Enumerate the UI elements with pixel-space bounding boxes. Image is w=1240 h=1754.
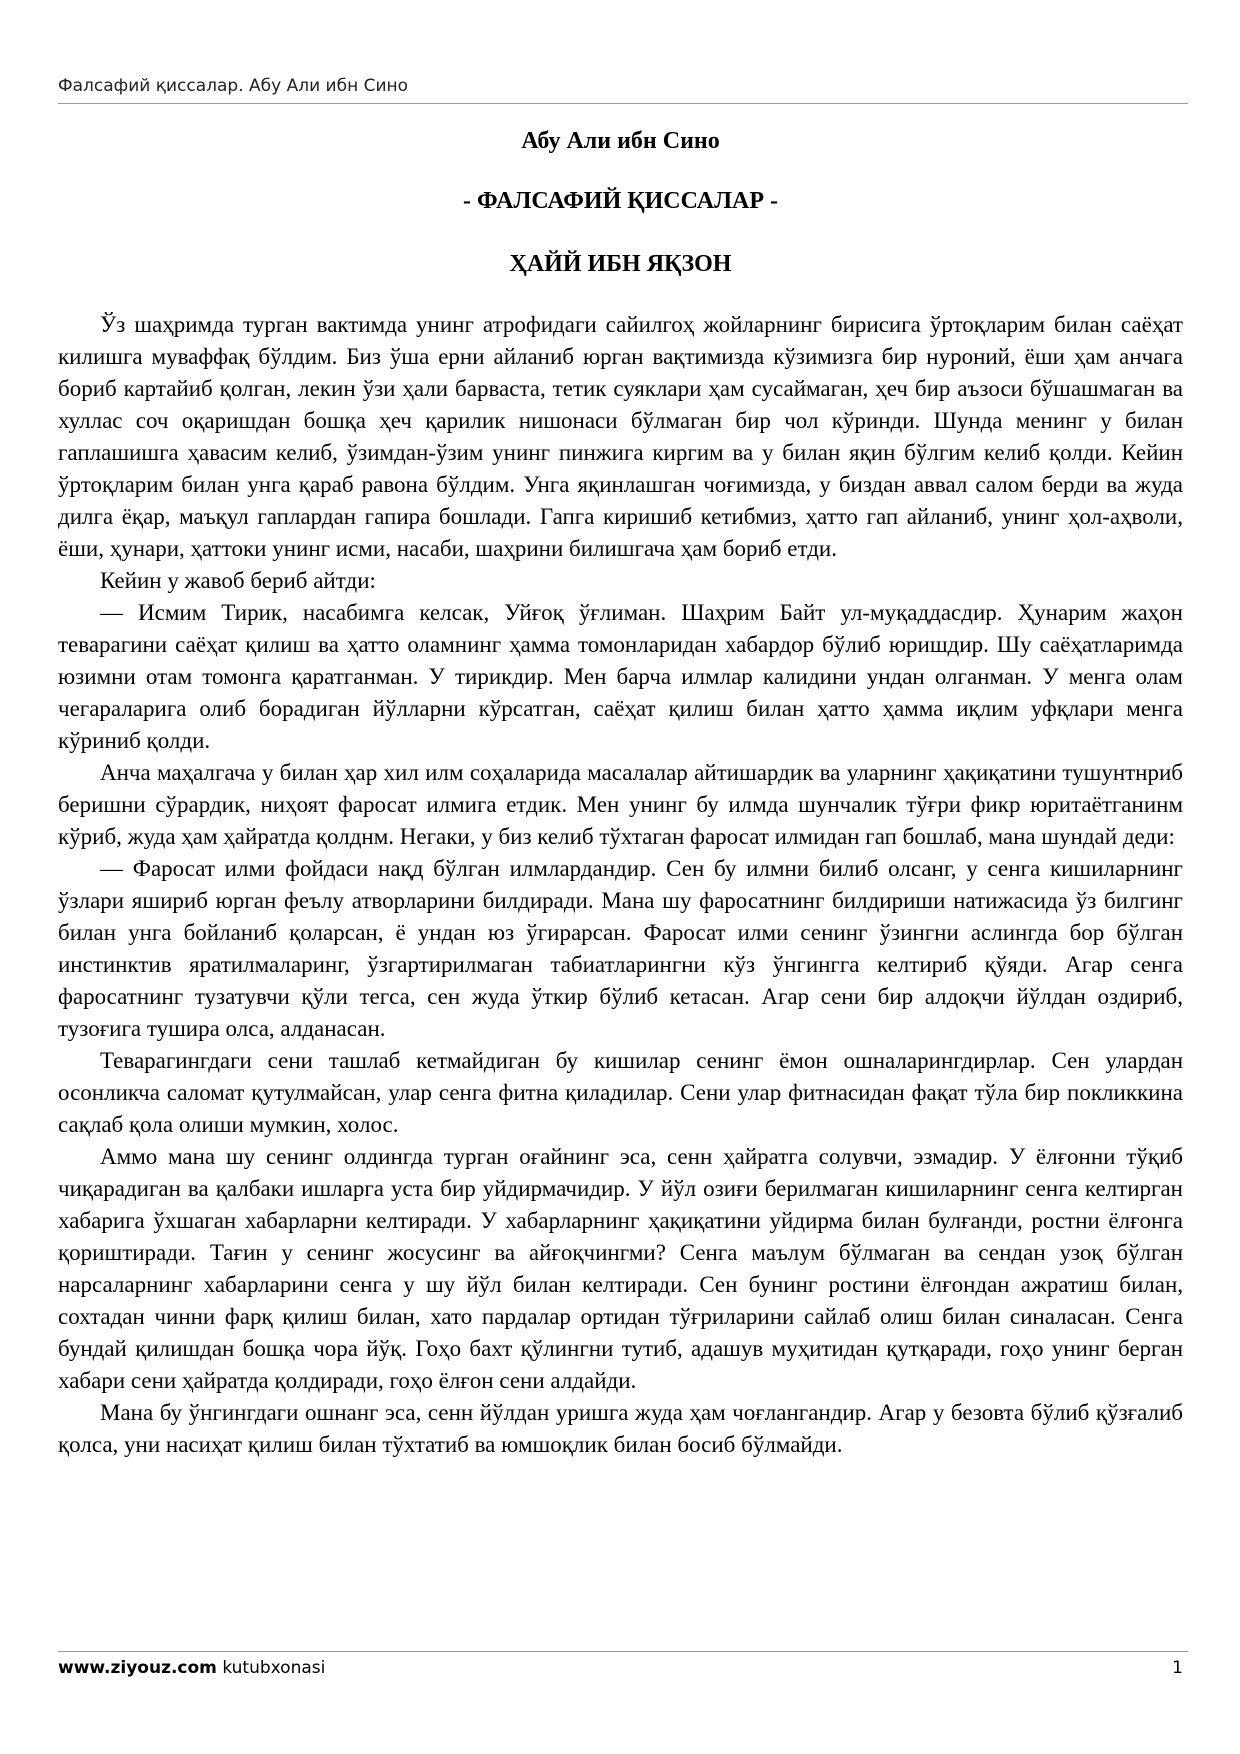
paragraph: Ўз шаҳримда турган вактимда унинг атрофидаги сайилгоҳ жойларнинг бирисига ўртоқларим билан саёҳат килишга муваффақ бўлдим. Биз ўша ерни айланиб юрган вақтимизда кўзимизга бир нуроний, ёши ҳам анчага бориб картайиб қолган, лекин ўзи ҳали барваста, тетик суяклари ҳам сусаймаган, ҳеч бир аъзоси бўшашмаган ва хуллас соч оқаришдан бошқа ҳеч қарилик нишонаси бўлмаган бир чол кўринди. Шунда менинг у билан гаплашишга ҳавасим келиб, ўзимдан-ўзим унинг пинжига киргим ва у билан яқин бўлгим келиб қолди. Кейин ўртоқларим билан унга қараб равона бўлдим. Унга яқинлашган чоғимизда, у биздан аввал салом берди ва жуда дилга ёқар, маъқул гаплардан гапира бошлади. Гапга киришиб кетибмиз, ҳатто гап айланиб, унинг ҳол-аҳволи, ёши, ҳунари, ҳаттоки унинг исми, насаби, шаҳрини билишгача ҳам бориб етди. [58,312,1183,561]
header-divider [58,103,1188,104]
footer-site-link[interactable]: www.ziyouz.com [58,1658,217,1678]
paragraph: — Фаросат илми фойдаси нақд бўлган илмлардандир. Сен бу илмни билиб олсанг, у сенга кишиларнинг ўзлари яшириб юрган феълу атворларини билдиради. Мана шу фаросатнинг билдириши натижасида ўз билгинг билан унга бойланиб қоларсан, ё ундан юз ўгирарсан. Фаросат илми сенинг ўзингни аслингда бор бўлган инстинктив яратилмаларинг, ўзгартирилмаган табиатларингни кўз ўнгингга келтириб қўяди. Агар сенга фаросатнинг тузатувчи қўли тегса, сен жуда ўткир бўлиб кетасан. Агар сени бир алдоқчи йўлдан оздириб, тузоғига тушира олса, алданасан. [58,856,1183,1041]
body-text [58,309,1183,1461]
series-heading: - ФАЛСАФИЙ ҚИССАЛАР - [463,188,778,214]
running-header: Фалсафий қиссалар. Абу Али ибн Сино [58,76,409,96]
paragraph: — Исмим Тирик, насабимга келсак, Уйғоқ ўғлиман. Шаҳрим Байт ул-муқаддасдир. Ҳунарим жаҳон теварагини саёҳат қилиш ва ҳатто оламнинг ҳамма томонларидан хабардор бўлиб юришдир. Шу саёҳатларимда юзимни отам томонга қаратганман. У тирикдир. Мен барча илмлар калидини ундан олганман. У менга олам чегараларига олиб борадиган йўлларни кўрсатган, саёҳат қилиш билан ҳатто ҳамма иқлим уфқлари менга кўриниб қолди. [58,600,1183,753]
paragraph: Мана бу ўнгингдаги ошнанг эса, сенн йўлдан уришга жуда ҳам чоғлангандир. Агар у безовта бўлиб қўзғалиб қолса, уни насиҳат қилиш билан тўхтатиб ва юмшоқлик билан босиб бўлмайди. [58,1400,1183,1457]
paragraph: Теварагингдаги сени ташлаб кетмайдиган бу кишилар сенинг ёмон ошналарингдирлар. Сен улардан осонликча саломат қутулмайсан, улар сенга фитна қиладилар. Сени улар фитнасидан фақат тўла бир покликкина сақлаб қола олиши мумкин, холос. [58,1048,1183,1137]
footer-library-label: kutubxonasi [222,1658,326,1678]
page-number: 1 [1172,1658,1183,1678]
page-footer [58,1658,1183,1678]
paragraph: Аммо мана шу сенинг олдингда турган оғайнинг эса, сенн ҳайратга солувчи, эзмадир. У ёлғонни тўқиб чиқарадиган ва қалбаки ишларга уста бир уйдирмачидир. У йўл озиғи берилмаган кишиларнинг сенга келтирган хабарига ўхшаган хабарларни келтиради. У хабарларнинг ҳақиқатини уйдирма билан булғанди, ростни ёлғонга қориштиради. Тағин у сенинг жосусинг ва айғоқчингми? Сенга маълум бўлмаган ва сендан узоқ бўлган нарсаларнинг хабарларини сенга у шу йўл билан келтиради. Сен бунинг ростини ёлғондан ажратиш билан, сохтадан чинни фарқ қилиш билан, хато пардалар ортидан тўғриларини сайлаб олиш билан синаласан. Сенга бундай қилишдан бошқа чора йўқ. Гоҳо бахт қўлингни тутиб, адашув муҳитидан қутқаради, гоҳо унинг берган хабари сени ҳайратда қолдиради, гоҳо ёлғон сени алдайди. [58,1144,1183,1393]
author-heading: Абу Али ибн Сино [521,128,720,154]
story-title: ҲАЙЙ ИБН ЯҚЗОН [509,251,732,277]
paragraph: Анча маҳалгача у билан ҳар хил илм соҳаларида масалалар айтишардик ва уларнинг ҳақиқатини тушунтнриб беришни сўрардик, ниҳоят фаросат илмига етдик. Мен унинг бу илмда шунчалик тўғри фикр юритаётганинм кўриб, жуда ҳам ҳайратда қолднм. Негаки, у биз келиб тўхтаган фаросат илмидан гап бошлаб, мана шундай деди: [58,760,1183,849]
footer-divider [58,1651,1188,1652]
paragraph: Кейин у жавоб бериб айтди: [100,568,376,593]
